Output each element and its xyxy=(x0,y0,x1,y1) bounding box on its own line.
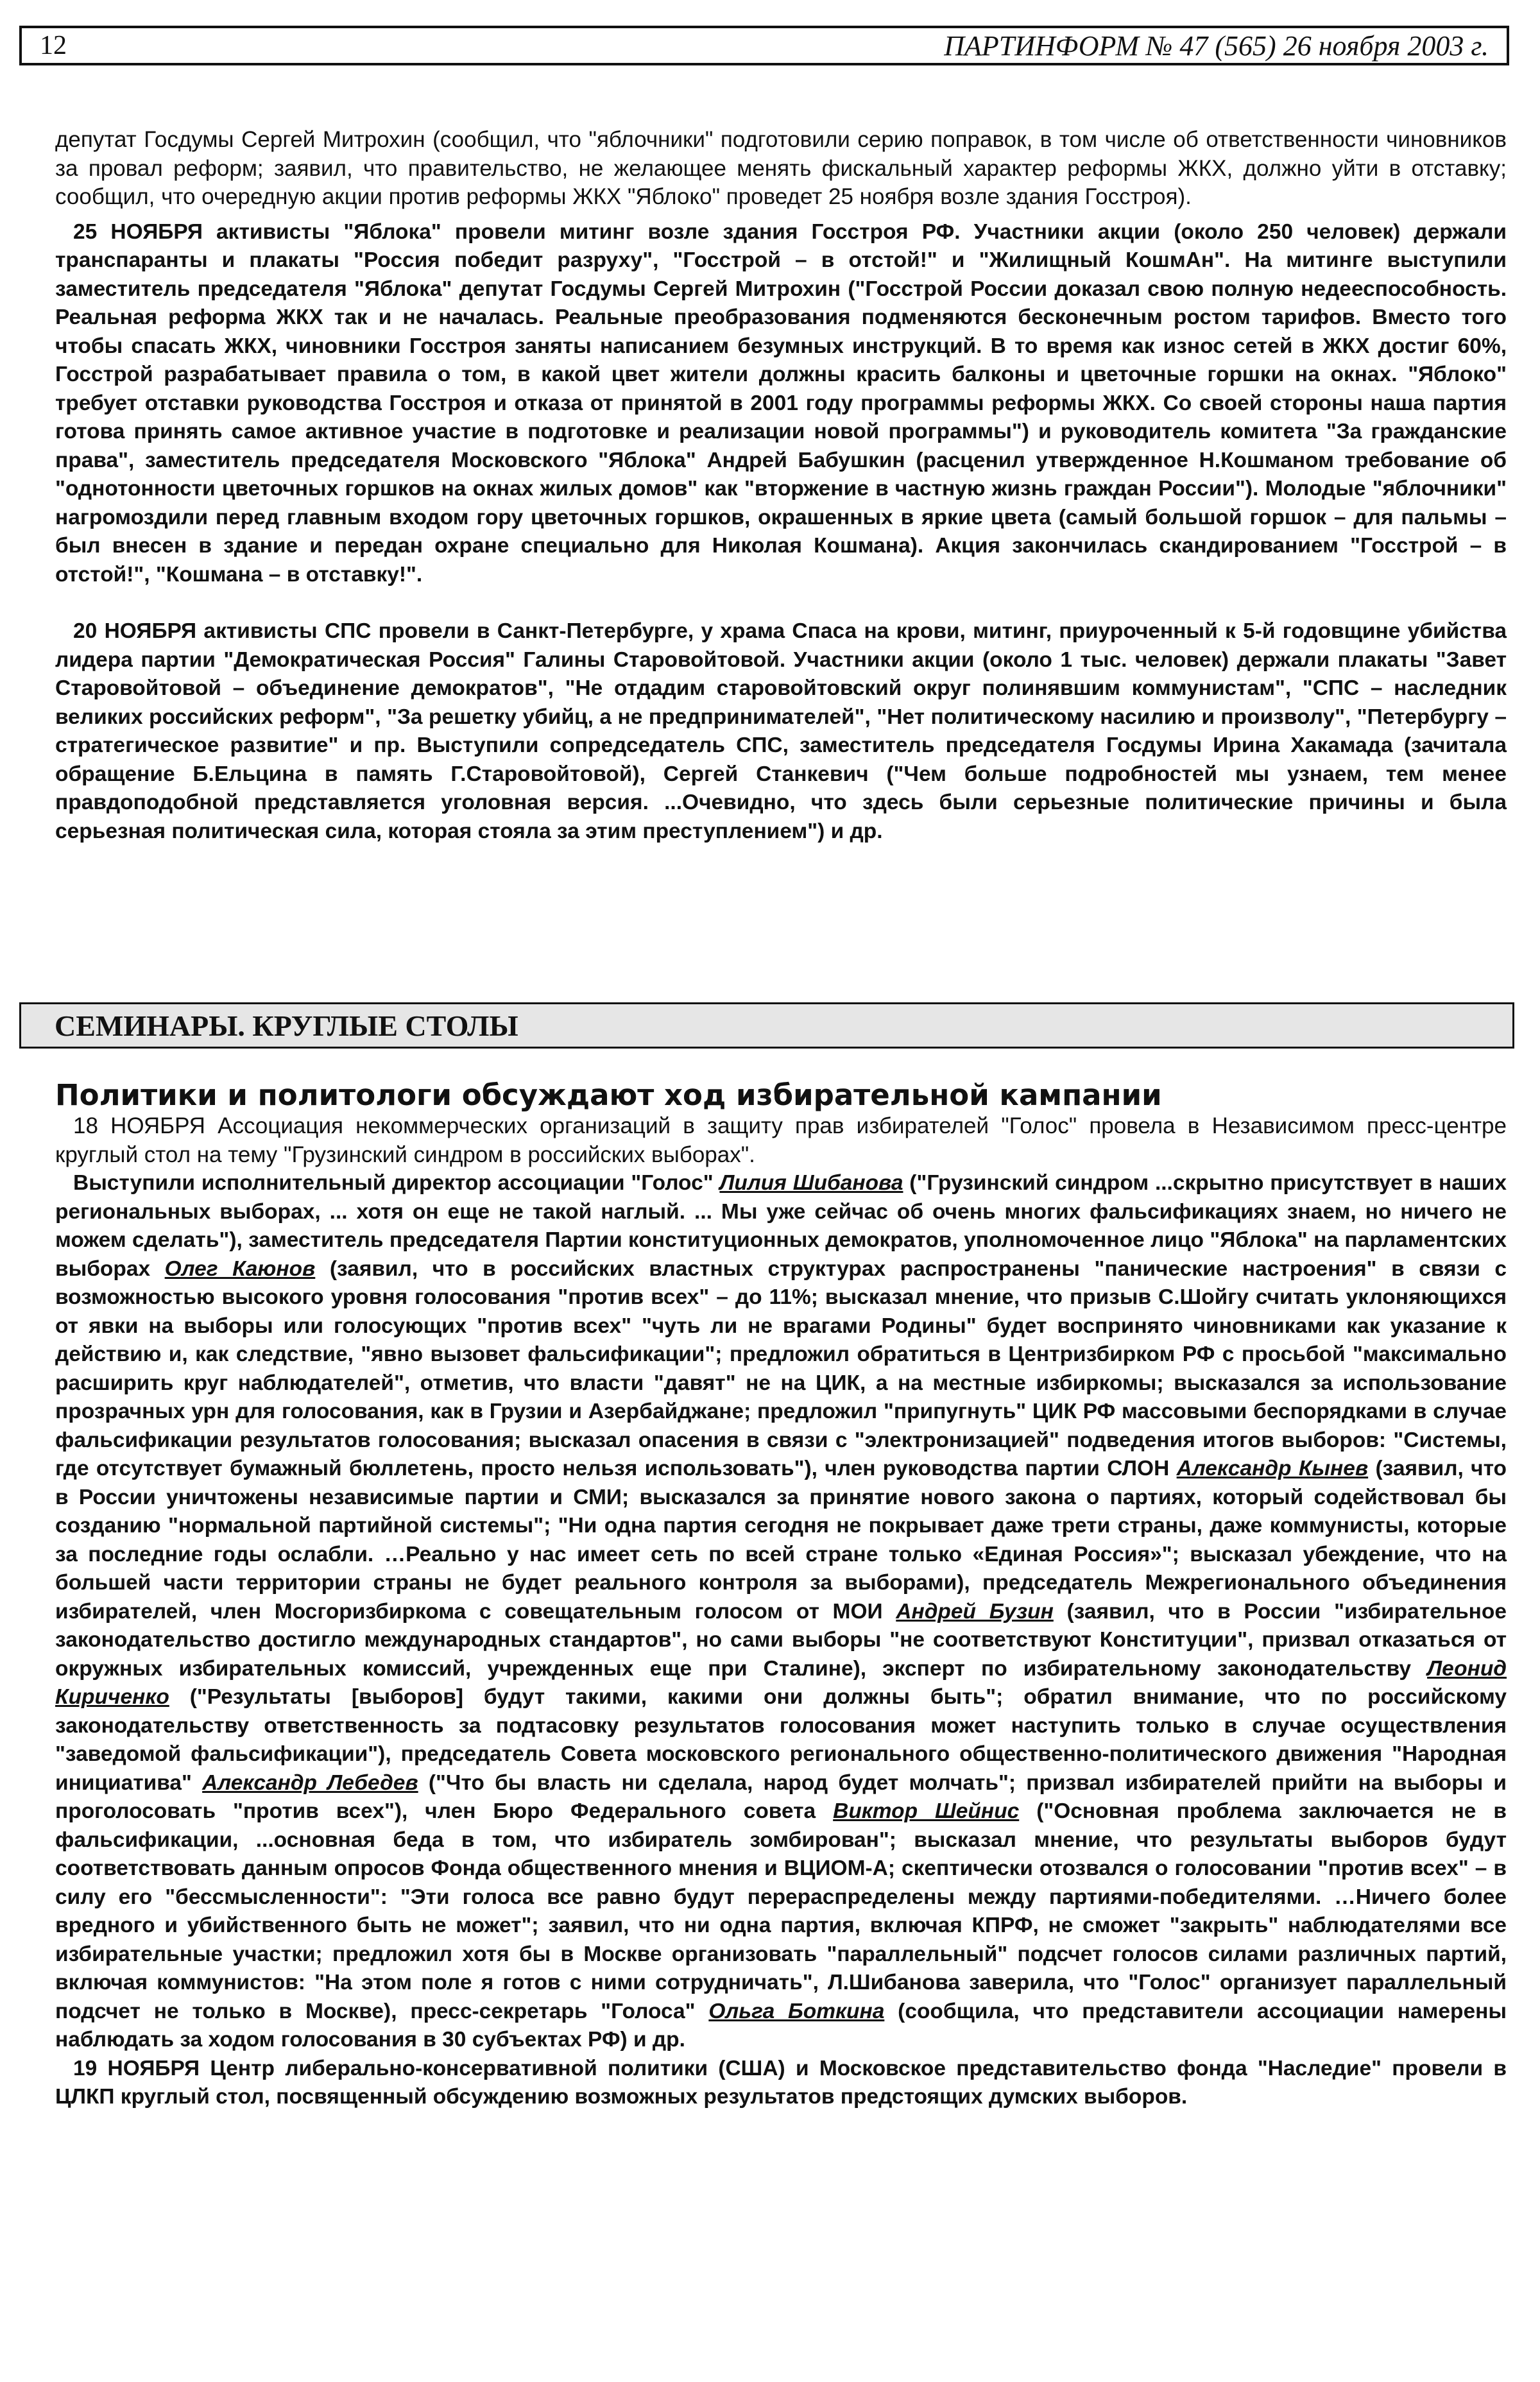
article xyxy=(55,1078,1507,2112)
name-lebedev: Александр Лебедев xyxy=(202,1770,418,1795)
body-text: (заявил, что в России уничтожены независимые партии и СМИ; высказался за принятие нового закона о партиях, который содействовал бы созданию "нормальной партийной системы"; "Ни одна партия сегодня не покрывает даже трети страны, даже коммунисты, которые за последние годы ослабли. …Реально у нас имеет сеть по всей стране только «Единая Россия»"; высказал убеждение, что на большей части территории страны не будет реального контроля за выборами), председатель Межрегионального объединения избирателей, член Мосгоризбиркома с совещательным голосом от МОИ xyxy=(55,1457,1507,1624)
section-header xyxy=(19,1002,1514,1049)
nov25-paragraph: 25 НОЯБРЯ активисты "Яблока" провели митинг возле здания Госстроя РФ. Участники акции (около 250 человек) держали транспаранты и плакаты "Россия победит разруху", "Госстрой – в отстой!" и "Жилищный КошмАн". На митинге выступили заместитель председателя "Яблока" депутат Госдумы Сергей Митрохин ("Госстрой России доказал свою полную недееспособность. Реальная реформа ЖКХ так и не началась. Реальные преобразования подменяются бесконечным ростом тарифов. Вместо того чтобы спасать ЖКХ, чиновники Госстроя заняты написанием безумных инструкций. В то время как износ сетей в ЖКХ достиг 60%, Госстрой разрабатывает правила о том, в какой цвет жители должны красить балконы и цветочные горшки на окнах. "Яблоко" требует отставки руководства Госстроя и отказа от принятой в 2001 году программы реформы ЖКХ. Со своей стороны наша партия готова принять самое активное участие в подготовке и реализации новой программы") и руководитель комитета "За гражданские права", заместитель председателя Московского "Яблока" Андрей Бабушкин (расценил утвержденное Н.Кошманом требование об "однотонности цветочных горшков на окнах жилых домов" как "вторжение в частную жизнь граждан России"). Молодые "яблочники" нагромоздили перед главным входом гору цветочных горшков, окрашенных в яркие цвета (самый большой горшок – для пальмы – был внесен в здание и передан охране специально для Николая Кошмана). Акция закончилась скандированием "Госстрой – в отстой!", "Кошмана – в отставку!". xyxy=(55,219,1507,587)
body-text: (сообщила, что представители ассоциации намерены наблюдать за ходом голосования в 30 субъектах РФ) и др. xyxy=(55,1999,1507,2052)
body-text: (заявил, что в российских властных структурах распространены "панические настроения" в связи с возможностью высокого уровня голосования "против всех" – до 11%; высказал мнение, что призыв С.Шойгу считать уклоняющихся от явки на выборы или голосующих "против всех" "чуть ли не врагами Родины" будет воспринято чиновниками как указание к действию и, как следствие, "явно вызовет фальсификации"; предложил обратиться в Центризбирком РФ с просьбой "максимально расширить круг наблюдателей", отметив, что власти "давят" не на ЦИК, а на местные избиркомы; высказался за использование прозрачных урн для голосования, как в Грузии и Азербайджане; предложил "припугнуть" ЦИК РФ массовыми беспорядками в случае фальсификации результатов голосования; высказал опасения в связи с "электронизацией" подведения итогов выборов: "Системы, где отсутствует бумажный бюллетень, просто нельзя использовать"), член руководства партии СЛОН xyxy=(55,1256,1507,1480)
article-lead: 18 НОЯБРЯ Ассоциация некоммерческих организаций в защиту прав избирателей "Голос" провела в Независимом пресс-центре круглый стол на тему "Грузинский синдром в российских выборах". xyxy=(55,1113,1507,1167)
body-text: ("Что бы власть ни сделала, народ будет молчать"; призвал избирателей прийти на выборы и проголосовать "против всех"), член Бюро Федерального совета xyxy=(55,1770,1507,1823)
article-body xyxy=(55,1169,1507,2055)
nov20-paragraph: 20 НОЯБРЯ активисты СПС провели в Санкт-Петербурге, у храма Спаса на крови, митинг, приуроченный к 5-й годовщине убийства лидера партии "Демократическая Россия" Галины Старовойтовой. Участники акции (около 1 тыс. человек) держали плакаты "Завет Старовойтовой – объединение демократов", "Не отдадим старовойтовский округ полинявшим коммунистам", "СПС – наследник великих российских реформ", "За решетку убийц, а не предпринимателей", "Нет политическому насилию и произволу", "Петербургу – стратегическое развитие" и пр. Выступили сопредседатель СПС, заместитель председателя Госдумы Ирина Хакамада (зачитала обращение Б.Ельцина в память Г.Старовойтовой), Сергей Станкевич ("Чем больше подробностей мы узнаем, тем менее правдоподобной представляется уголовная версия. ...Очевидно, что здесь были серьезные политические причины и была серьезная политическая сила, которая стояла за этим преступлением") и др. xyxy=(55,619,1507,843)
name-botkina: Ольга Боткина xyxy=(708,1999,885,2023)
page-header xyxy=(19,26,1509,65)
article-headline: Политики и политологи обсуждают ход избирательной кампании xyxy=(55,1078,1162,1112)
body-text: Выступили исполнительный директор ассоциации "Голос" xyxy=(73,1171,720,1195)
intro-paragraph: депутат Госдумы Сергей Митрохин (сообщил, что "яблочники" подготовили серию поправок, в том числе об ответственности чиновников за провал реформ; заявил, что правительство, не желающее менять фискальный характер реформы ЖКХ, должно уйти в отставку; сообщил, что очередную акции против реформы ЖКХ "Яблоко" проведет 25 ноября возле здания Госстроя). xyxy=(55,127,1507,209)
body-text: ("Основная проблема заключается не в фальсификации, ...основная беда в том, что избиратель зомбирован"; высказал мнение, что результаты выборов будут соответствовать данным опросов Фонда общественного мнения и ВЦИОМ-А; скептически отозвался о голосовании "против всех" – в силу его "бессмысленности": "Эти голоса все равно будут перераспределены между партиями-победителями. …Ничего более вредного и убийственного быть не может"; заявил, что ни одна партия, включая КПРФ, не сможет "закрыть" наблюдателями все избирательные участки; предложил хотя бы в Москве организовать "параллельный" подсчет голосов силами различных партий, включая коммунистов: "На этом поле я готов с ними сотрудничать", Л.Шибанова заверила, что "Голос" организует параллельный подсчет не только в Москве), пресс-секретарь "Голоса" xyxy=(55,1799,1507,2023)
nov19-paragraph: 19 НОЯБРЯ Центр либерально-консервативной политики (США) и Московское представительство фонда "Наследие" провели в ЦЛКП круглый стол, посвященный обсуждению возможных результатов предстоящих думских выборов. xyxy=(55,2056,1507,2109)
name-buzin: Андрей Бузин xyxy=(896,1599,1054,1624)
body-text: ("Грузинский синдром ...скрытно присутствует в наших региональных выборах, ... хотя он еще не такой наглый. ... Мы уже сейчас об очень многих фальсификациях знаем, но ничего не можем сделать"), заместитель председателя Партии конституционных демократов, уполномоченное лицо "Яблока" на парламентских выборах xyxy=(55,1171,1507,1281)
name-kayunov: Олег Каюнов xyxy=(164,1256,316,1281)
body-text: (заявил, что в России "избирательное законодательство достигло международных стандартов", но сами выборы "не соответствуют Конституции", призвал отказаться от окружных избирательных комиссий, учрежденных еще при Сталине), эксперт по избирательному законодательству xyxy=(55,1599,1507,1681)
publication-title: ПАРТИНФОРМ № 47 (565) 26 ноября 2003 г. xyxy=(944,30,1489,62)
page-number: 12 xyxy=(40,31,67,60)
section-title: СЕМИНАРЫ. КРУГЛЫЕ СТОЛЫ xyxy=(55,1009,518,1042)
name-shibanova: Лилия Шибанова xyxy=(719,1171,903,1195)
name-sheinis: Виктор Шейнис xyxy=(833,1799,1020,1823)
name-kynev: Александр Кынев xyxy=(1176,1457,1369,1480)
body-text: ("Результаты [выборов] будут такими, какими они должны быть"; обратил внимание, что по российскому законодательству ответственность за подтасовку результатов голосования может наступить только в случае осуществления "заведомой фальсификации"), председатель Совета московского регионального общественно-политического движения "Народная инициатива" xyxy=(55,1685,1507,1795)
upper-column xyxy=(55,126,1507,846)
name-kirichenko: Леонид Кириченко xyxy=(55,1656,1507,1709)
